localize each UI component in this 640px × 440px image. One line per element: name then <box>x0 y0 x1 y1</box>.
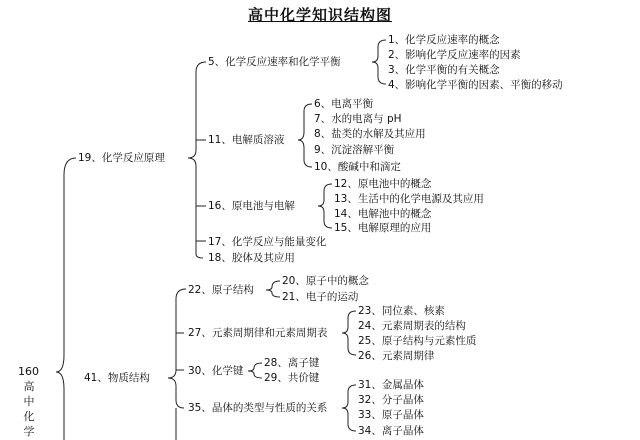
root-char: 学 <box>23 425 35 438</box>
root-label <box>18 364 39 439</box>
leaf-item: 31、金属晶体 <box>358 379 424 391</box>
leaf-item: 33、原子晶体 <box>358 409 424 421</box>
leaf-item: 10、酸碱中和滴定 <box>314 161 401 173</box>
leaf-item: 29、共价键 <box>264 372 320 384</box>
leaf-item: 28、离子键 <box>264 357 320 369</box>
leaf-item: 21、电子的运动 <box>282 291 359 303</box>
leaf-item: 6、电离平衡 <box>314 98 374 110</box>
leaf-item: 24、元素周期表的结构 <box>358 320 466 332</box>
node-colloids: 18、胶体及其应用 <box>208 252 295 264</box>
node-rate-equilibrium: 5、化学反应速率和化学平衡 <box>208 56 341 68</box>
leaf-item: 20、原子中的概念 <box>282 275 369 287</box>
leaf-item: 3、化学平衡的有关概念 <box>388 64 500 76</box>
leaf-item: 8、盐类的水解及其应用 <box>314 128 426 140</box>
root-char: 高 <box>23 380 35 393</box>
root-number: 160 <box>18 365 39 378</box>
node-chemical-bond: 30、化学键 <box>188 365 244 377</box>
leaf-item: 9、沉淀溶解平衡 <box>314 144 395 156</box>
leaf-item: 34、离子晶体 <box>358 425 424 437</box>
root-char: 中 <box>23 395 35 408</box>
leaf-item: 25、原子结构与元素性质 <box>358 335 477 347</box>
leaf-item: 13、生活中的化学电源及其应用 <box>334 193 484 205</box>
node-energy-change: 17、化学反应与能量变化 <box>208 236 327 248</box>
leaf-item: 26、元素周期律 <box>358 350 435 362</box>
node-electrolyte-solution: 11、电解质溶液 <box>208 134 285 146</box>
leaf-item: 12、原电池中的概念 <box>334 178 432 190</box>
node-periodic-law: 27、元素周期律和元素周期表 <box>188 327 328 339</box>
leaf-item: 32、分子晶体 <box>358 394 424 406</box>
node-cell-electrolysis: 16、原电池与电解 <box>208 200 295 212</box>
leaf-item: 1、化学反应速率的概念 <box>388 34 500 46</box>
branch-material-structure: 41、物质结构 <box>84 372 150 384</box>
branch-reaction-principles: 19、化学反应原理 <box>78 152 165 164</box>
leaf-item: 14、电解池中的概念 <box>334 208 432 220</box>
node-crystal-types: 35、晶体的类型与性质的关系 <box>188 402 328 414</box>
leaf-item: 7、水的电离与 pH <box>314 113 402 125</box>
leaf-item: 2、影响化学反应速率的因素 <box>388 49 521 61</box>
leaf-item: 4、影响化学平衡的因素、平衡的移动 <box>388 79 563 91</box>
leaf-item: 23、同位素、核素 <box>358 305 445 317</box>
node-atomic-structure: 22、原子结构 <box>188 284 254 296</box>
leaf-item: 15、电解原理的应用 <box>334 222 432 234</box>
page-title: 高中化学知识结构图 <box>247 6 392 24</box>
root-char: 化 <box>23 410 35 423</box>
